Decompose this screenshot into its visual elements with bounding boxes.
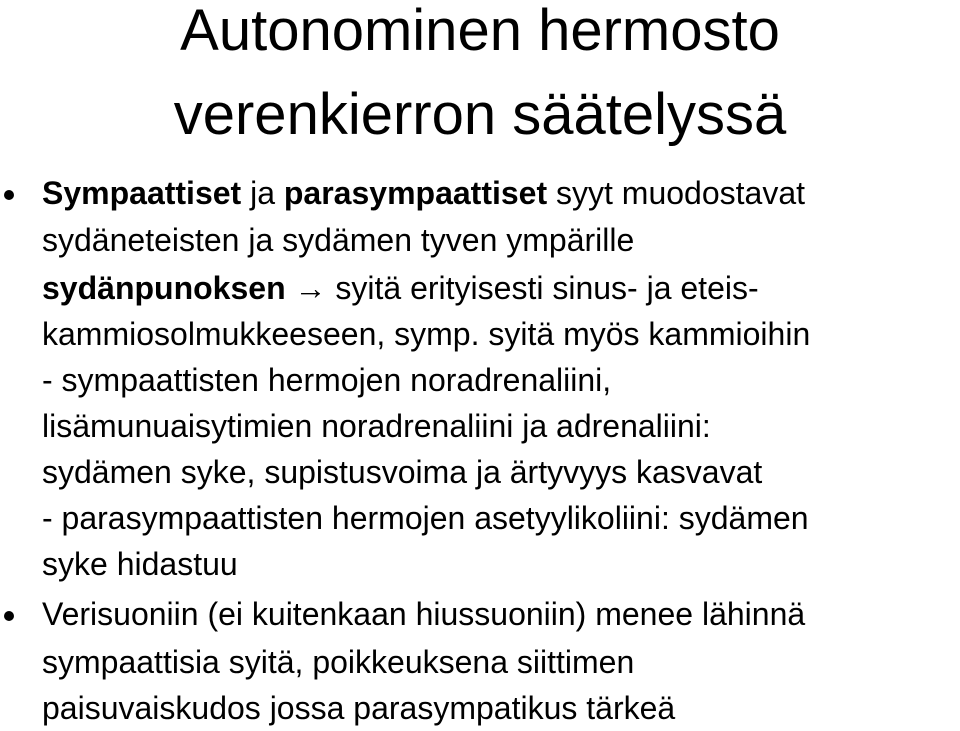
term-sydanpunoksen: sydänpunoksen [42, 270, 286, 306]
title-line-2: verenkierron säätelyssä [173, 82, 787, 147]
bullet-dot-1 [4, 190, 14, 200]
bullet-1-line-6: lisämunuaisytimien noradrenaliini ja adrenaliini: [42, 408, 711, 444]
bullet-1-line-4: kammiosolmukkeeseen, symp. syitä myös kammioihin [42, 316, 811, 352]
bullet-2-line-3: paisuvaiskudos jossa parasympatikus tärkeä [42, 690, 676, 726]
bullet-1-line-3: sydänpunoksen → syitä erityisesti sinus- ja eteis- [42, 270, 759, 306]
bullet-2-line-1: Verisuoniin (ei kuitenkaan hiussuoniin) menee lähinnä [42, 596, 806, 632]
bullet-2-line-2: sympaattisia syitä, poikkeuksena siittimen [42, 644, 635, 680]
bullet-1-line-1: Sympaattiset ja parasympaattiset syyt muodostavat [42, 175, 805, 211]
bullet-1-line-8: - parasympaattisten hermojen asetyylikoliini: sydämen [42, 500, 809, 536]
title-line-1: Autonominen hermosto [180, 0, 780, 63]
bullet-1-line-2: sydäneteisten ja sydämen tyven ympärille [42, 222, 635, 258]
bullet-1-line-7: sydämen syke, supistusvoima ja ärtyvyys kasvavat [42, 454, 763, 490]
term-sympaattiset: Sympaattiset [42, 175, 242, 211]
bullet-dot-2 [4, 611, 14, 621]
term-parasympaattiset: parasympaattiset [283, 175, 548, 211]
bullet-1-line-9: syke hidastuu [42, 546, 238, 582]
bullet-1-line-5: - sympaattisten hermojen noradrenaliini, [42, 362, 612, 398]
